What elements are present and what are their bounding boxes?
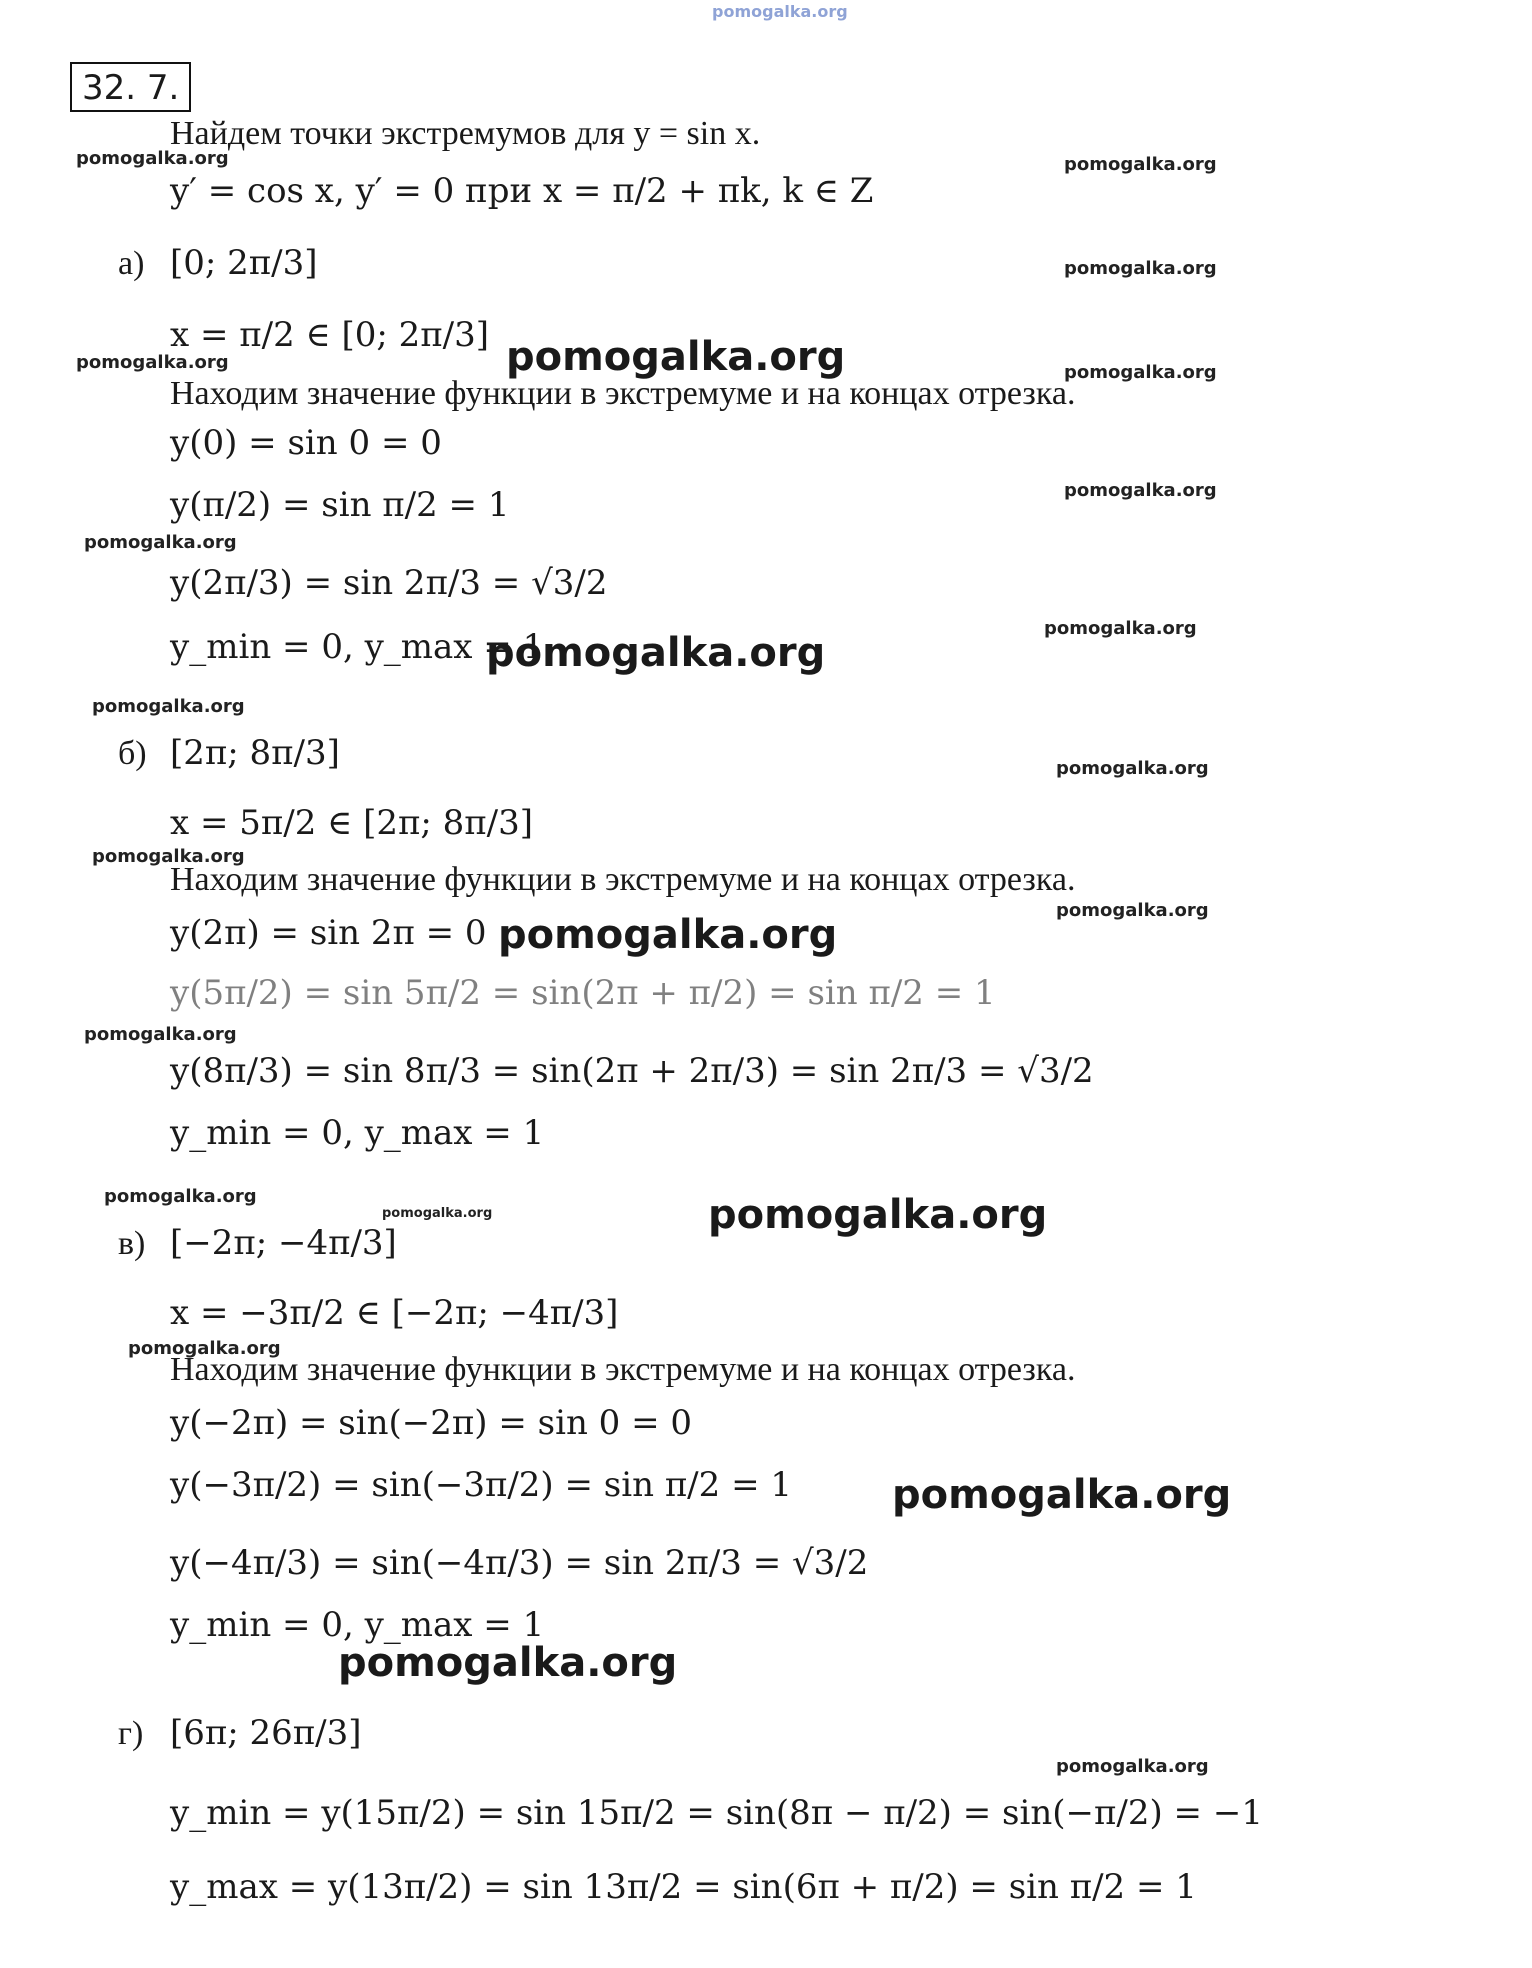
watermark-small: pomogalka.org (1064, 362, 1217, 383)
section-b-label: б) (118, 735, 147, 772)
section-c-note: Находим значение функции в экстремуме и на концах отрезка. (170, 1351, 1076, 1388)
section-c-line-1: y(−2π) = sin(−2π) = sin 0 = 0 (170, 1403, 693, 1443)
watermark-large: pomogalka.org (338, 1640, 678, 1686)
watermark-small: pomogalka.org (84, 532, 237, 553)
watermark-small: pomogalka.org (76, 148, 229, 169)
section-b-line-4: y_min = 0, y_max = 1 (170, 1113, 545, 1153)
section-c-line-4: y_min = 0, y_max = 1 (170, 1605, 545, 1645)
section-b-point: x = 5π/2 ∈ [2π; 8π/3] (170, 803, 533, 843)
section-a-line-1: y(0) = sin 0 = 0 (170, 423, 442, 463)
section-c-line-3: y(−4π/3) = sin(−4π/3) = sin 2π/3 = √3/2 (170, 1543, 869, 1583)
watermark-small: pomogalka.org (1044, 618, 1197, 639)
watermark-large: pomogalka.org (708, 1192, 1048, 1238)
section-b-interval: [2π; 8π/3] (170, 733, 340, 773)
watermark-tiny: pomogalka.org (382, 1206, 493, 1221)
watermark-small: pomogalka.org (92, 846, 245, 867)
section-a-interval: [0; 2π/3] (170, 243, 318, 283)
section-d-line-1: y_min = y(15π/2) = sin 15π/2 = sin(8π − π/2) = sin(−π/2) = −1 (170, 1793, 1263, 1833)
section-c-label: в) (118, 1225, 146, 1262)
section-b-line-3: y(8π/3) = sin 8π/3 = sin(2π + 2π/3) = sin 2π/3 = √3/2 (170, 1051, 1094, 1091)
section-b-line-2: y(5π/2) = sin 5π/2 = sin(2π + π/2) = sin π/2 = 1 (170, 973, 996, 1013)
watermark-small: pomogalka.org (1056, 900, 1209, 921)
watermark-large: pomogalka.org (486, 630, 826, 676)
watermark-large: pomogalka.org (506, 334, 846, 380)
section-a-point: x = π/2 ∈ [0; 2π/3] (170, 315, 489, 355)
watermark-small: pomogalka.org (76, 352, 229, 373)
intro-line-1: Найдем точки экстремумов для y = sin x. (170, 115, 761, 152)
intro-line-2: y′ = cos x, y′ = 0 при x = π/2 + πk, k ∈ Z (170, 171, 874, 211)
watermark-small: pomogalka.org (1064, 154, 1217, 175)
problem-number: 32. 7. (70, 62, 191, 112)
section-b-line-1: y(2π) = sin 2π = 0 (170, 913, 487, 953)
watermark-small: pomogalka.org (1064, 258, 1217, 279)
section-c-line-2: y(−3π/2) = sin(−3π/2) = sin π/2 = 1 (170, 1465, 792, 1505)
section-a-line-2: y(π/2) = sin π/2 = 1 (170, 485, 510, 525)
watermark-small: pomogalka.org (92, 696, 245, 717)
section-d-line-2: y_max = y(13π/2) = sin 13π/2 = sin(6π + π/2) = sin π/2 = 1 (170, 1867, 1197, 1907)
watermark-small: pomogalka.org (1056, 758, 1209, 779)
watermark-large: pomogalka.org (498, 912, 838, 958)
section-a-label: а) (118, 245, 145, 282)
watermark-small: pomogalka.org (104, 1186, 257, 1207)
section-d-label: г) (118, 1715, 144, 1752)
section-a-line-4: y_min = 0, y_max = 1 (170, 627, 545, 667)
section-c-point: x = −3π/2 ∈ [−2π; −4π/3] (170, 1293, 619, 1333)
watermark-small: pomogalka.org (1064, 480, 1217, 501)
watermark-large: pomogalka.org (892, 1472, 1232, 1518)
section-d-interval: [6π; 26π/3] (170, 1713, 362, 1753)
watermark-small: pomogalka.org (84, 1024, 237, 1045)
section-b-note: Находим значение функции в экстремуме и на концах отрезка. (170, 861, 1076, 898)
top-watermark: pomogalka.org (712, 2, 848, 21)
watermark-small: pomogalka.org (1056, 1756, 1209, 1777)
section-c-interval: [−2π; −4π/3] (170, 1223, 397, 1263)
section-a-line-3: y(2π/3) = sin 2π/3 = √3/2 (170, 563, 608, 603)
watermark-small: pomogalka.org (128, 1338, 281, 1359)
section-a-note: Находим значение функции в экстремуме и на концах отрезка. (170, 375, 1076, 412)
